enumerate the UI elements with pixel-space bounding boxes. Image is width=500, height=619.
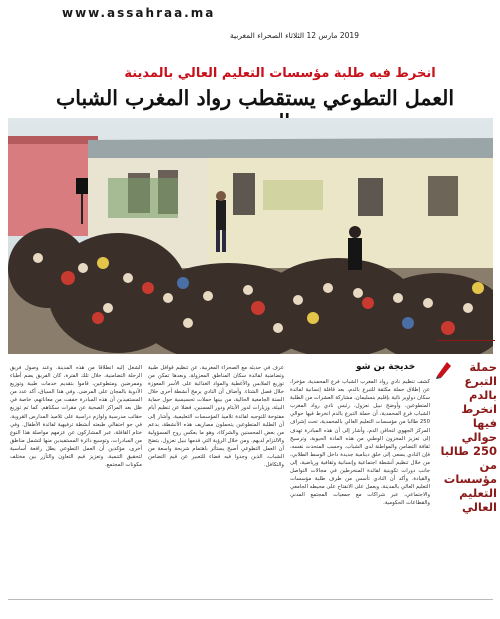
group-photo-icon [8, 118, 493, 354]
sidebar-rule [437, 340, 495, 341]
article-headline: العمل التطوعي يستقطب رواد المغرب الشباب [55, 86, 455, 110]
body-column-left: الشغل إليه انطلاقا من هذه المدينة. وعند وصول فريق الرحلة التضامنية، خلال تلك الفترة، كان الفريق يضم أطباء وممرضين ومتطوعين، قاموا بتقديم خدمات طبية وتوزيع الأدوية بالمجان على المرضى. وفي هذا السياق، أكد عدد من المستفيدين أن هذه المبادرة خففت من معاناتهم، خاصة في ظل بعد المراكز الصحية عن مقرات سكناهم. كما تم توزيع حقائب مدرسية ولوازم دراسية على تلاميذ المدارس القروية، في جو احتفالي طبعته أنشطة ترفيهية لفائدة الأطفال. وفي ختام القافلة، عبر المشاركون عن عزمهم مواصلة هذا النوع من المبادرات، وتوسيع دائرة المستفيدين منها لتشمل مناطق أخرى، مؤكدين أن العمل التطوعي يظل رافعة أساسية لتحقيق التنمية، وتعزيز قيم التعاون والتآزر بين مختلف مكونات المجتمع. [10, 365, 142, 469]
issue-line: 2019 مارس 12 الثلاثاء الصحراء المغربية [230, 31, 359, 40]
article-kicker: انخرط فيه طلبة مؤسسات التعليم العالي بالمدينة [124, 66, 436, 81]
article-photo [8, 118, 493, 354]
site-url: www.assahraa.ma [62, 6, 216, 20]
author-name: خديجة بن شو [356, 362, 416, 372]
bottom-rule [8, 599, 493, 600]
body-column-right: كشف تنظيم نادي رواد المغرب الشباب فرع المحمدية، مؤخرا، عن إطلاق حملة مكثفة للتبرع بالدم، بعد قافلة إنسانية لفائدة سكان دواوير نائية بإقليم بنسليمان، مشاركة العشرات من الطلبة المتطوعين. وأوضح نبيل نعزول، رئيس نادي رواد المغرب الشباب فرع المحمدية، أن حملة التبرع بالدم انخرط فيها حوالي 250 طالبا من مؤسسات التعليم العالي بالمحمدية، تحت إشراف المركز الجهوي لتحاقن الدم، وأشار إلى أن هذه المبادرة تهدف إلى تعزيز المخزون الوطني من هذه المادة الحيوية، وترسيخ ثقافة التضامن والمواطنة لدى الشباب. وحسب المتحدث نفسه، فإن النادي يسعى إلى خلق دينامية جديدة داخل الوسط الطلابي، من خلال تنظيم أنشطة اجتماعية وإنسانية وثقافية ورياضية، إلى جانب دورات تكوينية لفائدة المنخرطين في مجالات التواصل والقيادة. وأكد أن النادي تأسس من طرف طلبة مؤسسات التعليم العالي بالمدينة، ويعمل على الانفتاح على محيطه الجامعي والاجتماعي، عبر شراكات مع جمعيات المجتمع المدني والقطاعات الحكومية. [290, 379, 430, 507]
sidebar-quote: حملة التبرع بالدم انخرط فيها حوالي 250 طالبا من مؤسسات التعليم العالي [440, 360, 497, 514]
body-column-middle: عرف في حديثه مع الصحراء المغربية، عن تنظيم قوافل طبية وتضامنية لفائدة سكان المناطق المعزولة، وبعدها تمكن من توزيع الملابس والأغطية والمواد الغذائية على الأسر المعوزة خلال فصل الشتاء. وأضاف أن النادي برمج أنشطة أخرى خلال السنة الجامعية الحالية، من بينها حملات تحسيسية حول حماية البيئة، وزيارات لدور الأيتام ودور المسنين، فضلا عن تنظيم أيام مفتوحة للتوجيه لفائدة تلاميذ المؤسسات التعليمية. وأشار إلى أن الطلبة المتطوعين يتحملون مصاريف هذه الأنشطة، بدعم من بعض المحسنين والشركاء، وهو ما يعكس روح المسؤولية والالتزام لديهم. ومن خلال الرؤية التي قدمها نبيل نعزول، يتضح أن العمل التطوعي أصبح يستأثر باهتمام شريحة واسعة من الشباب، الذين وجدوا فيه فضاء للتعبير عن قيم التضامن والتكافل. [148, 365, 284, 469]
